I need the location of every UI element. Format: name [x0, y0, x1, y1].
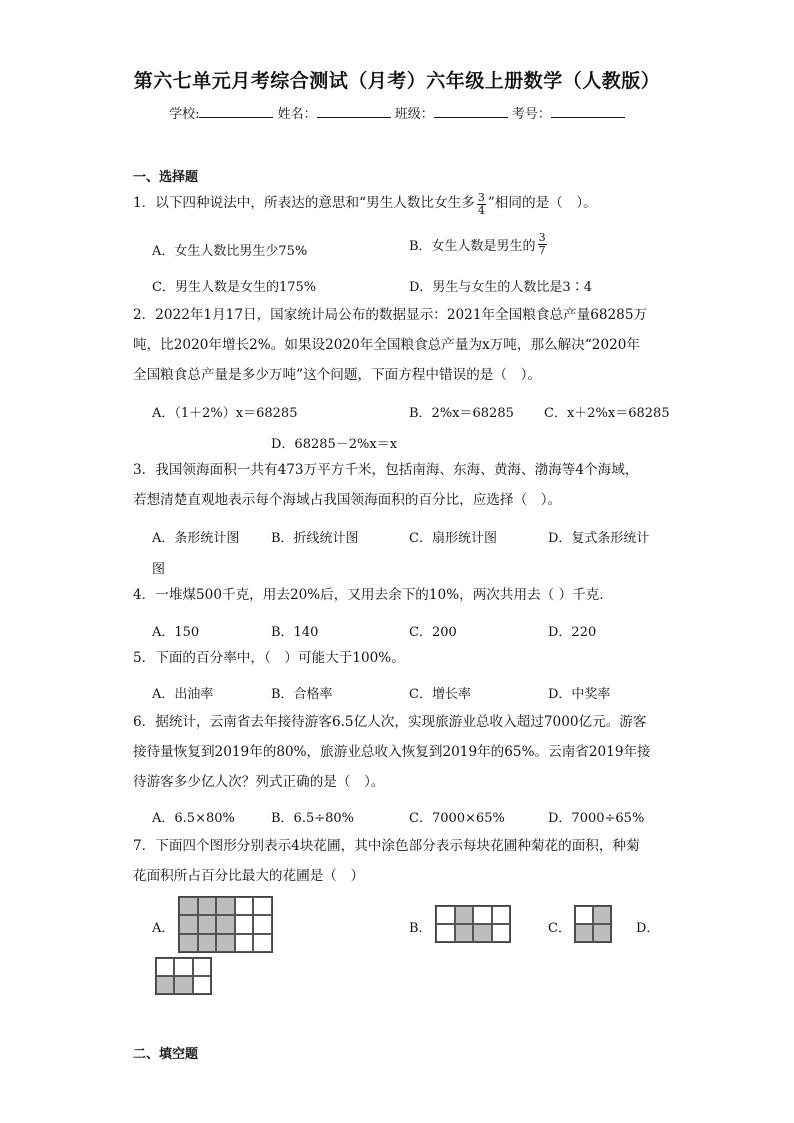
q2-line-1: 2．2022年1月17日，国家统计局公布的数据显示：2021年全国粮食总产量68285万 [133, 307, 648, 323]
q1-text-a: 1．以下四种说法中，所表达的意思和“男生人数比女生多 [133, 195, 475, 212]
q2-option-d[interactable]: D．68285－2%x＝x [271, 437, 398, 452]
class-label: 班级： [394, 107, 434, 122]
q1-option-b[interactable] [409, 232, 549, 256]
id-label: 考号： [511, 107, 551, 122]
shaded-cell [473, 924, 492, 942]
q4-line-1: 4．一堆煤500千克，用去20%后，又用去余下的10%，两次共用去（ ）千克． [133, 587, 613, 603]
q1-opt-b-den: 7 [538, 243, 546, 257]
shaded-cell [575, 924, 593, 942]
q1-option-d[interactable]: D．男生与女生的人数比是3∶4 [409, 280, 592, 295]
q7-line-2: 花面积所占百分比最大的花圃是（ ） [133, 868, 365, 884]
section-title-fill-blank: 二、填空题 [133, 1047, 199, 1062]
question-1 [133, 192, 597, 216]
grid-cell [235, 934, 254, 952]
q4-option-c[interactable]: C．200 [409, 625, 457, 640]
school-blank[interactable] [199, 105, 273, 118]
q3-option-a[interactable]: A．条形统计图 [152, 531, 240, 546]
grid-cell [156, 958, 174, 976]
q2-option-c[interactable]: C．x＋2%x＝68285 [544, 406, 670, 421]
q3-option-b[interactable]: B．折线统计图 [271, 531, 359, 546]
q5-option-a[interactable]: A．出油率 [152, 687, 214, 702]
q6-line-1: 6．据统计，云南省去年接待游客6.5亿人次，实现旅游业总收入超过7000亿元。游客 [133, 714, 647, 730]
grid-cell [436, 906, 455, 924]
q7-option-b[interactable]: B． [409, 921, 432, 936]
q1-opt-b-num: 3 [538, 231, 546, 244]
q5-line-1: 5．下面的百分率中，（ ）可能大于100%。 [133, 650, 405, 666]
shaded-cell [179, 897, 198, 915]
q2-line-2: 吨，比2020年增长2%。如果设2020年全国粮食总产量为x万吨，那么解决“2020年 [133, 337, 640, 353]
q1-option-b-fraction [538, 232, 547, 256]
grid-cell [193, 976, 211, 994]
q3-option-d[interactable]: D．复式条形统计 [548, 531, 650, 546]
section-title-choice: 一、选择题 [133, 170, 199, 185]
q7-line-1: 7．下面四个图形分别表示4块花圃，其中涂色部分表示每块花圃种菊花的面积，种菊 [133, 838, 640, 854]
page-title: 第六七单元月考综合测试（月考）六年级上册数学（人教版） [133, 70, 661, 92]
shaded-cell [174, 976, 192, 994]
shaded-cell [216, 915, 235, 933]
student-info-line [0, 103, 794, 122]
q7-figure-c-grid [574, 905, 612, 943]
id-blank[interactable] [551, 105, 625, 118]
grid-cell [473, 906, 492, 924]
q2-option-b[interactable]: B．2%x＝68285 [409, 406, 514, 421]
q5-option-b[interactable]: B．合格率 [271, 687, 333, 702]
shaded-cell [593, 906, 611, 924]
grid-cell [575, 906, 593, 924]
q7-option-a[interactable]: A． [152, 921, 175, 936]
q7-figure-b-grid [435, 905, 511, 943]
q1-frac-num: 3 [477, 191, 485, 204]
grid-cell [492, 924, 511, 942]
q6-option-c[interactable]: C．7000×65% [409, 811, 505, 826]
shaded-cell [198, 934, 217, 952]
q3-option-d-continued: 图 [152, 562, 166, 577]
grid-cell [253, 897, 272, 915]
shaded-cell [216, 897, 235, 915]
shaded-cell [179, 934, 198, 952]
shaded-cell [156, 976, 174, 994]
q4-option-d[interactable]: D．220 [548, 625, 597, 640]
q4-option-a[interactable]: A．150 [152, 625, 200, 640]
q6-line-3: 待游客多少亿人次？列式正确的是（ ）。 [133, 774, 385, 790]
shaded-cell [455, 906, 474, 924]
grid-cell [174, 958, 192, 976]
shaded-cell [216, 934, 235, 952]
grid-cell [492, 906, 511, 924]
q3-line-1: 3．我国领海面积一共有473万平方千米，包括南海、东海、黄海、渤海等4个海域， [133, 462, 639, 478]
q1-text-b: ”相同的是（ ）。 [487, 195, 597, 212]
grid-cell [235, 897, 254, 915]
q2-line-3: 全国粮食总产量是多少万吨”这个问题，下面方程中错误的是（ ）。 [133, 367, 541, 383]
q3-option-c[interactable]: C．扇形统计图 [409, 531, 497, 546]
q6-option-b[interactable]: B．6.5÷80% [271, 811, 355, 826]
q5-option-d[interactable]: D．中奖率 [548, 687, 611, 702]
q6-option-d[interactable]: D．7000÷65% [548, 811, 645, 826]
q6-option-a[interactable]: A．6.5×80% [152, 811, 235, 826]
grid-cell [193, 958, 211, 976]
q3-line-2: 若想清楚直观地表示每个海域占我国领海面积的百分比，应选择（ ）。 [133, 492, 562, 508]
grid-cell [253, 915, 272, 933]
shaded-cell [198, 915, 217, 933]
q7-figure-d-grid [155, 957, 212, 995]
grid-cell [253, 934, 272, 952]
shaded-cell [455, 924, 474, 942]
shaded-cell [198, 897, 217, 915]
q5-option-c[interactable]: C．增长率 [409, 687, 471, 702]
q7-option-d[interactable]: D． [636, 921, 660, 936]
grid-cell [436, 924, 455, 942]
shaded-cell [593, 924, 611, 942]
name-label: 姓名： [277, 107, 317, 122]
q7-figure-a-grid [178, 896, 273, 953]
school-label: 学校: [169, 107, 200, 122]
q6-line-2: 接待量恢复到2019年的80%，旅游业总收入恢复到2019年的65%。云南省2019年接 [133, 744, 651, 760]
q1-option-c[interactable]: C．男生人数是女生的175% [152, 280, 317, 295]
shaded-cell [179, 915, 198, 933]
q1-frac-den: 4 [477, 203, 485, 217]
q1-option-a[interactable]: A．女生人数比男生少75% [152, 244, 308, 259]
class-blank[interactable] [434, 105, 508, 118]
q1-fraction [477, 192, 486, 216]
grid-cell [235, 915, 254, 933]
q2-option-a[interactable]: A．（1＋2%）x＝68285 [152, 406, 298, 421]
q1-option-b-text: B．女生人数是男生的 [409, 238, 536, 254]
name-blank[interactable] [317, 105, 391, 118]
q7-option-c[interactable]: C． [548, 921, 571, 936]
q4-option-b[interactable]: B．140 [271, 625, 319, 640]
